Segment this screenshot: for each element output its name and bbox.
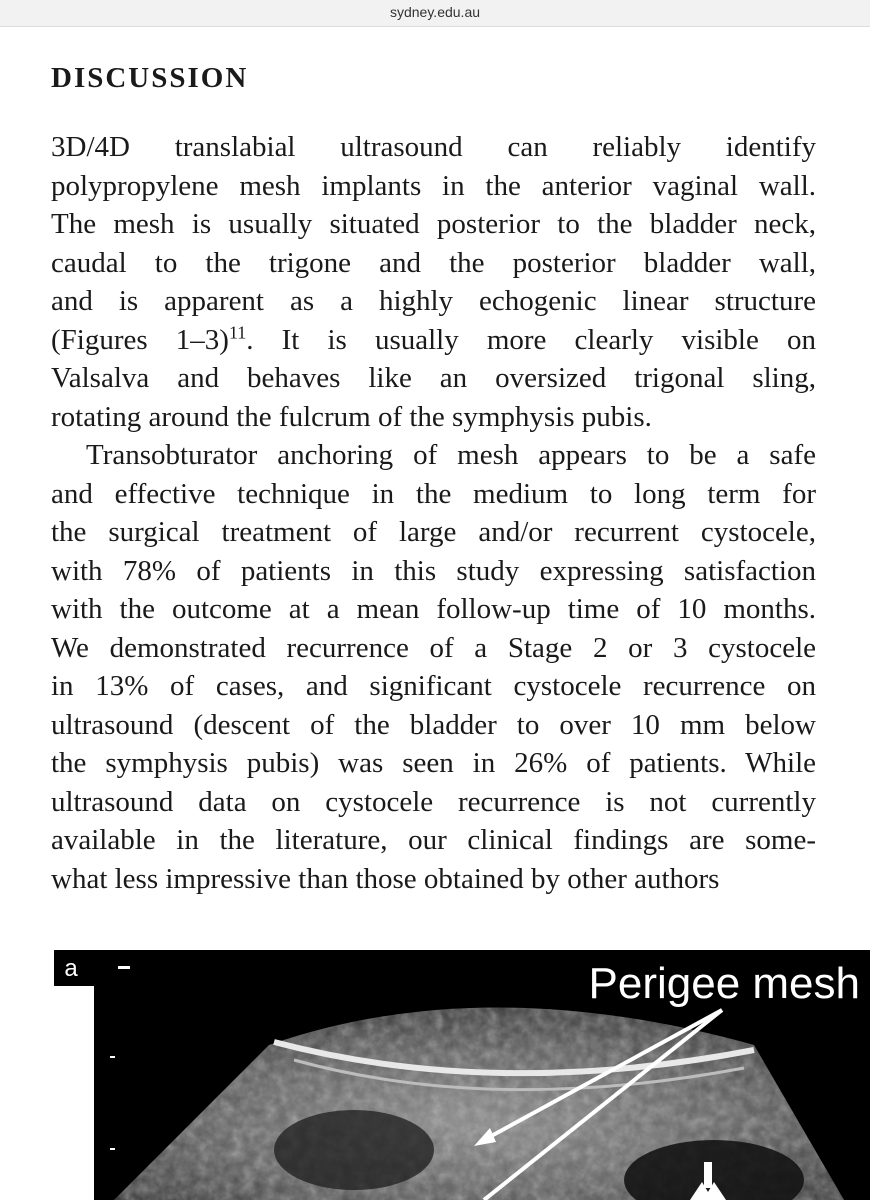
text-line: ultrasound data on cystocele recurrence is not currently [51, 785, 816, 818]
text-line: rotating around the fulcrum of the symphysis pubis. [51, 400, 652, 433]
text-line: ultrasound (descent of the bladder to over 10 mm below [51, 708, 816, 741]
figure-annotation-label: Perigee mesh [588, 959, 860, 1008]
text-line: with the outcome at a mean follow-up time of 10 months. [51, 593, 816, 625]
text-line: the surgical treatment of large and/or recurrent cystocele, [51, 516, 816, 548]
ultrasound-figure [54, 950, 870, 1200]
text-line-with-citation [51, 321, 816, 360]
browser-url-bar[interactable] [0, 0, 870, 27]
scale-tick [110, 1148, 115, 1150]
text-line: Transobturator anchoring of mesh appears to be a safe [86, 439, 816, 471]
text-line: and effective technique in the medium to long term for [51, 477, 816, 510]
scale-tick [118, 966, 130, 969]
text-line: caudal to the trigone and the posterior bladder wall, [51, 246, 816, 279]
text-line: 3D/4D translabial ultrasound can reliably identify [51, 131, 816, 163]
text-line: and is apparent as a highly echogenic linear structure [51, 285, 816, 317]
text-line: polypropylene mesh implants in the anterior vaginal wall. [51, 169, 816, 202]
text-line: The mesh is usually situated posterior to the bladder neck, [51, 208, 816, 240]
figure-reference: (Figures 1–3) [51, 323, 229, 356]
text-line: with 78% of patients in this study expressing satisfaction [51, 554, 816, 587]
text-line: what less impressive than those obtained by other authors [51, 862, 720, 895]
citation-superscript: 11 [228, 321, 247, 342]
marker-arrow-stem [704, 1162, 712, 1188]
section-heading: DISCUSSION [51, 62, 249, 94]
text-line: available in the literature, our clinical findings are some- [51, 824, 816, 856]
paragraph-1 [51, 128, 816, 436]
text-line: We demonstrated recurrence of a Stage 2 or 3 cystocele [51, 631, 816, 664]
figure-panel-letter: a [64, 955, 78, 982]
url-text: sydney.edu.au [389, 4, 481, 20]
paragraph-2 [51, 436, 816, 898]
scale-tick [110, 1056, 115, 1058]
text-line: the symphysis pubis) was seen in 26% of patients. While [51, 747, 816, 779]
text-line: in 13% of cases, and significant cystocele recurrence on [51, 670, 816, 702]
text-fragment: . It is usually more clearly visible on [246, 323, 816, 356]
scale-bar [54, 986, 94, 1200]
dark-region [274, 1110, 434, 1190]
text-line: Valsalva and behaves like an oversized trigonal sling, [51, 362, 816, 394]
article-body [51, 128, 816, 898]
